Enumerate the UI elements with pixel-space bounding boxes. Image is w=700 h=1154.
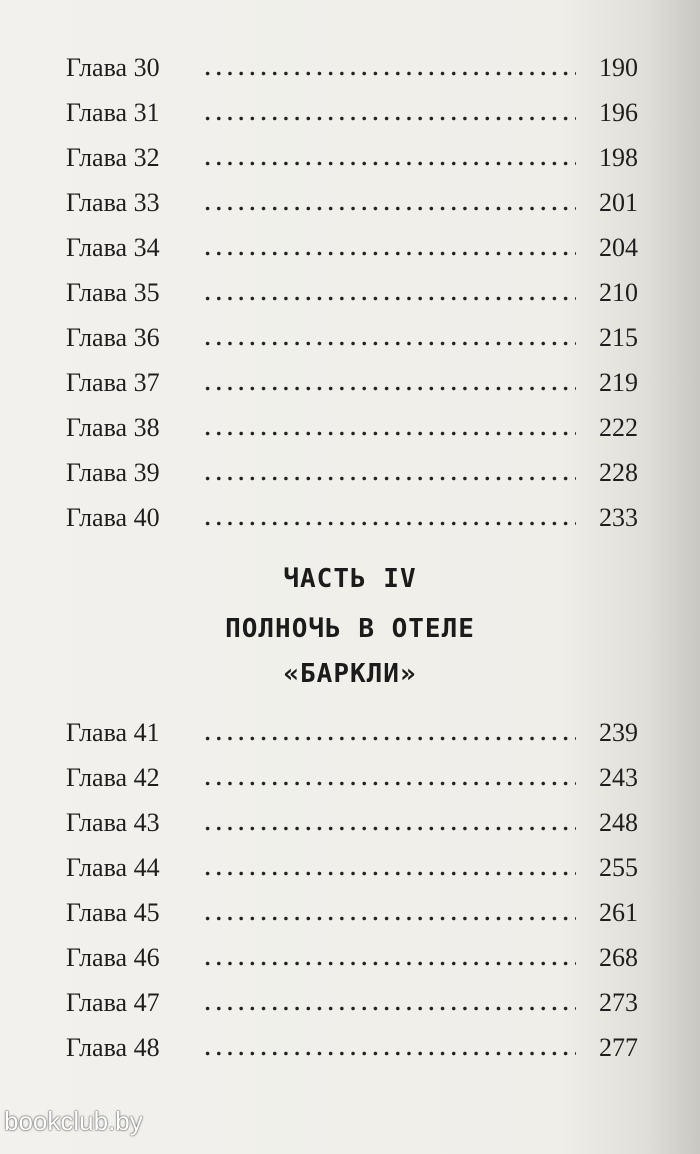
dot-leader xyxy=(202,206,576,211)
dot-leader xyxy=(202,916,576,921)
page-number: 255 xyxy=(599,852,638,882)
page-number: 239 xyxy=(599,717,638,747)
chapter-label: Глава 47 xyxy=(66,987,160,1017)
dot-leader xyxy=(202,736,576,741)
dot-leader xyxy=(202,386,576,391)
toc-row xyxy=(66,935,638,980)
part-number: ЧАСТЬ IV xyxy=(283,564,417,594)
toc-list-before xyxy=(66,45,638,540)
dot-leader xyxy=(202,961,576,966)
page-number: 248 xyxy=(599,807,638,837)
toc-row xyxy=(66,90,638,135)
chapter-label: Глава 46 xyxy=(66,942,160,972)
toc-row xyxy=(66,360,638,405)
toc-list-after xyxy=(66,710,638,1070)
page-number: 210 xyxy=(599,277,638,307)
toc-row xyxy=(66,845,638,890)
chapter-label: Глава 40 xyxy=(66,502,160,532)
dot-leader xyxy=(202,251,576,256)
dot-leader xyxy=(202,431,576,436)
page-number: 196 xyxy=(599,97,638,127)
dot-leader xyxy=(202,116,576,121)
dot-leader xyxy=(202,781,576,786)
page-number: 204 xyxy=(599,232,638,262)
toc-row xyxy=(66,890,638,935)
dot-leader xyxy=(202,296,576,301)
part-title-line-1: ПОЛНОЧЬ В ОТЕЛЕ xyxy=(225,614,475,644)
dot-leader xyxy=(202,871,576,876)
toc-row xyxy=(66,710,638,755)
page-number: 190 xyxy=(599,52,638,82)
dot-leader xyxy=(202,826,576,831)
page-number: 215 xyxy=(599,322,638,352)
page-number: 233 xyxy=(599,502,638,532)
dot-leader xyxy=(202,476,576,481)
chapter-label: Глава 32 xyxy=(66,142,160,172)
page-number: 228 xyxy=(599,457,638,487)
dot-leader xyxy=(202,1006,576,1011)
chapter-label: Глава 43 xyxy=(66,807,160,837)
toc-row xyxy=(66,405,638,450)
chapter-label: Глава 37 xyxy=(66,367,160,397)
dot-leader xyxy=(202,71,576,76)
page-number: 273 xyxy=(599,987,638,1017)
watermark: bookclub.by xyxy=(4,1106,143,1136)
toc-row xyxy=(66,270,638,315)
toc-row xyxy=(66,225,638,270)
page-number: 201 xyxy=(599,187,638,217)
page-number: 219 xyxy=(599,367,638,397)
chapter-label: Глава 48 xyxy=(66,1032,160,1062)
page-number: 243 xyxy=(599,762,638,792)
page-number: 198 xyxy=(599,142,638,172)
chapter-label: Глава 44 xyxy=(66,852,160,882)
toc-row xyxy=(66,450,638,495)
chapter-label: Глава 41 xyxy=(66,717,160,747)
toc-row xyxy=(66,980,638,1025)
chapter-label: Глава 36 xyxy=(66,322,160,352)
chapter-label: Глава 30 xyxy=(66,52,160,82)
chapter-label: Глава 31 xyxy=(66,97,160,127)
toc-row xyxy=(66,800,638,845)
dot-leader xyxy=(202,161,576,166)
toc-row xyxy=(66,180,638,225)
page-number: 261 xyxy=(599,897,638,927)
chapter-label: Глава 35 xyxy=(66,277,160,307)
dot-leader xyxy=(202,341,576,346)
page-number: 222 xyxy=(599,412,638,442)
toc-row xyxy=(66,315,638,360)
chapter-label: Глава 34 xyxy=(66,232,160,262)
page-number: 268 xyxy=(599,942,638,972)
chapter-label: Глава 39 xyxy=(66,457,160,487)
chapter-label: Глава 42 xyxy=(66,762,160,792)
part-title-line-2: «БАРКЛИ» xyxy=(283,659,417,689)
chapter-label: Глава 33 xyxy=(66,187,160,217)
toc-row xyxy=(66,495,638,540)
toc-row xyxy=(66,45,638,90)
toc-row xyxy=(66,1025,638,1070)
dot-leader xyxy=(202,521,576,526)
chapter-label: Глава 38 xyxy=(66,412,160,442)
toc-row xyxy=(66,755,638,800)
toc-row xyxy=(66,135,638,180)
page-number: 277 xyxy=(599,1032,638,1062)
dot-leader xyxy=(202,1051,576,1056)
chapter-label: Глава 45 xyxy=(66,897,160,927)
